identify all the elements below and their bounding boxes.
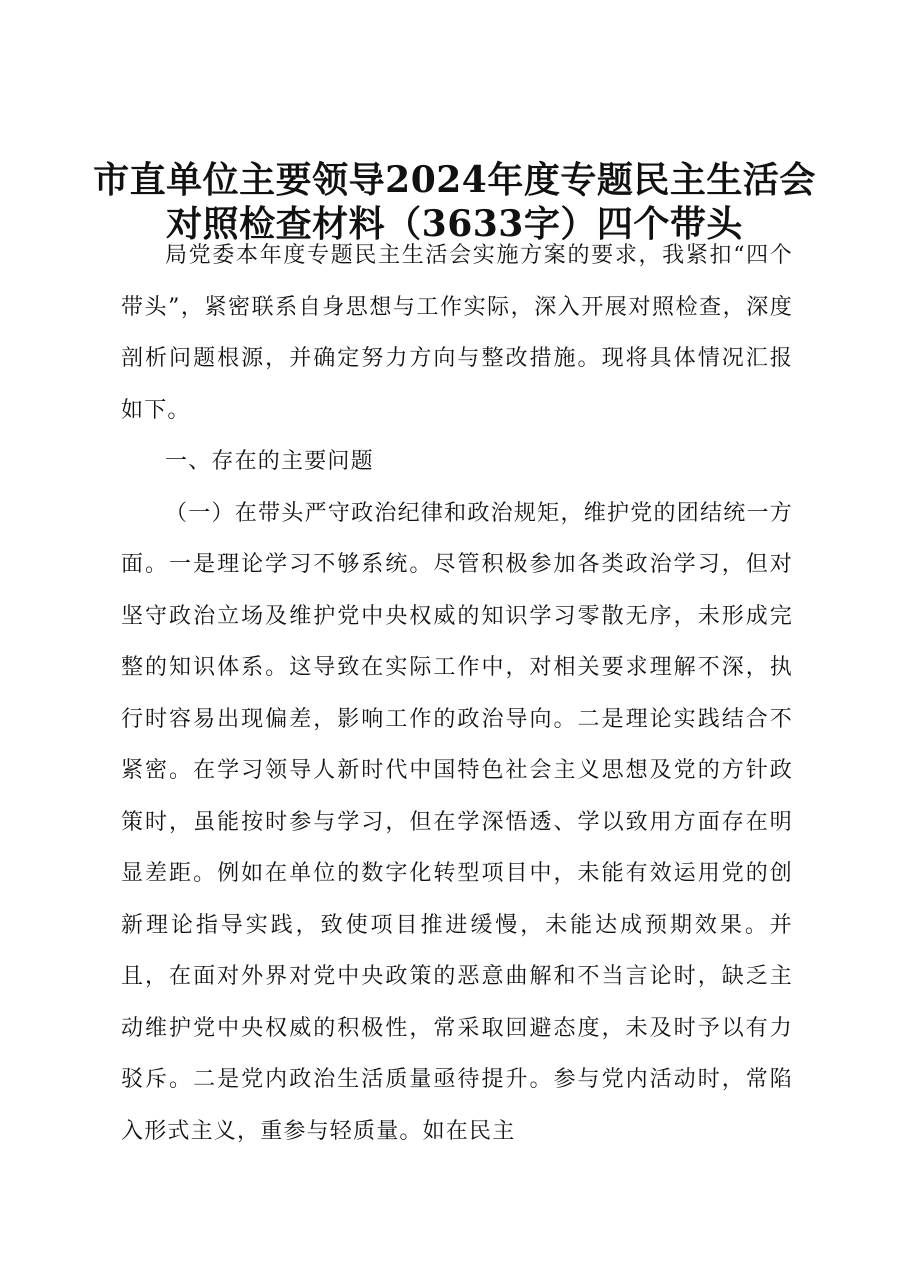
title-line-1: 市直单位主要领导2024年度专题民主生活会 — [93, 159, 816, 201]
section-heading: 一、存在的主要问题 — [165, 449, 374, 474]
intro-paragraph: 局党委本年度专题民主生活会实施方案的要求，我紧扣“四个带头”，紧密联系自身思想与工作实际，深入开展对照检查，深度剖析问题根源，并确定努力方向与整改措施。现将具体情况汇报如下。 — [121, 243, 793, 423]
body-paragraph: （一）在带头严守政治纪律和政治规矩，维护党的团结统一方面。一是理论学习不够系统。尽管积极参加各类政治学习，但对坚守政治立场及维护党中央权威的知识学习零散无序，未形成完整的知识体系。这导致在实际工作中，对相关要求理解不深，执行时容易出现偏差，影响工作的政治导向。二是理论实践结合不紧密。在学习领导人新时代中国特色社会主义思想及党的方针政策时，虽能按时参与学习，但在学深悟透、学以致用方面存在明显差距。例如在单位的数字化转型项目中，未能有效运用党的创新理论指导实践，致使项目推进缓慢，未能达成预期效果。并且，在面对外界对党中央政策的恶意曲解和不当言论时，缺乏主动维护党中央权威的积极性，常采取回避态度，未及时予以有力驳斥。二是党内政治生活质量亟待提升。参与党内活动时，常陷入形式主义，重参与轻质量。如在民主 — [121, 500, 793, 1144]
title-line-2: 对照检查材料（3633字）四个带头 — [166, 203, 743, 245]
document-body — [121, 230, 793, 1157]
